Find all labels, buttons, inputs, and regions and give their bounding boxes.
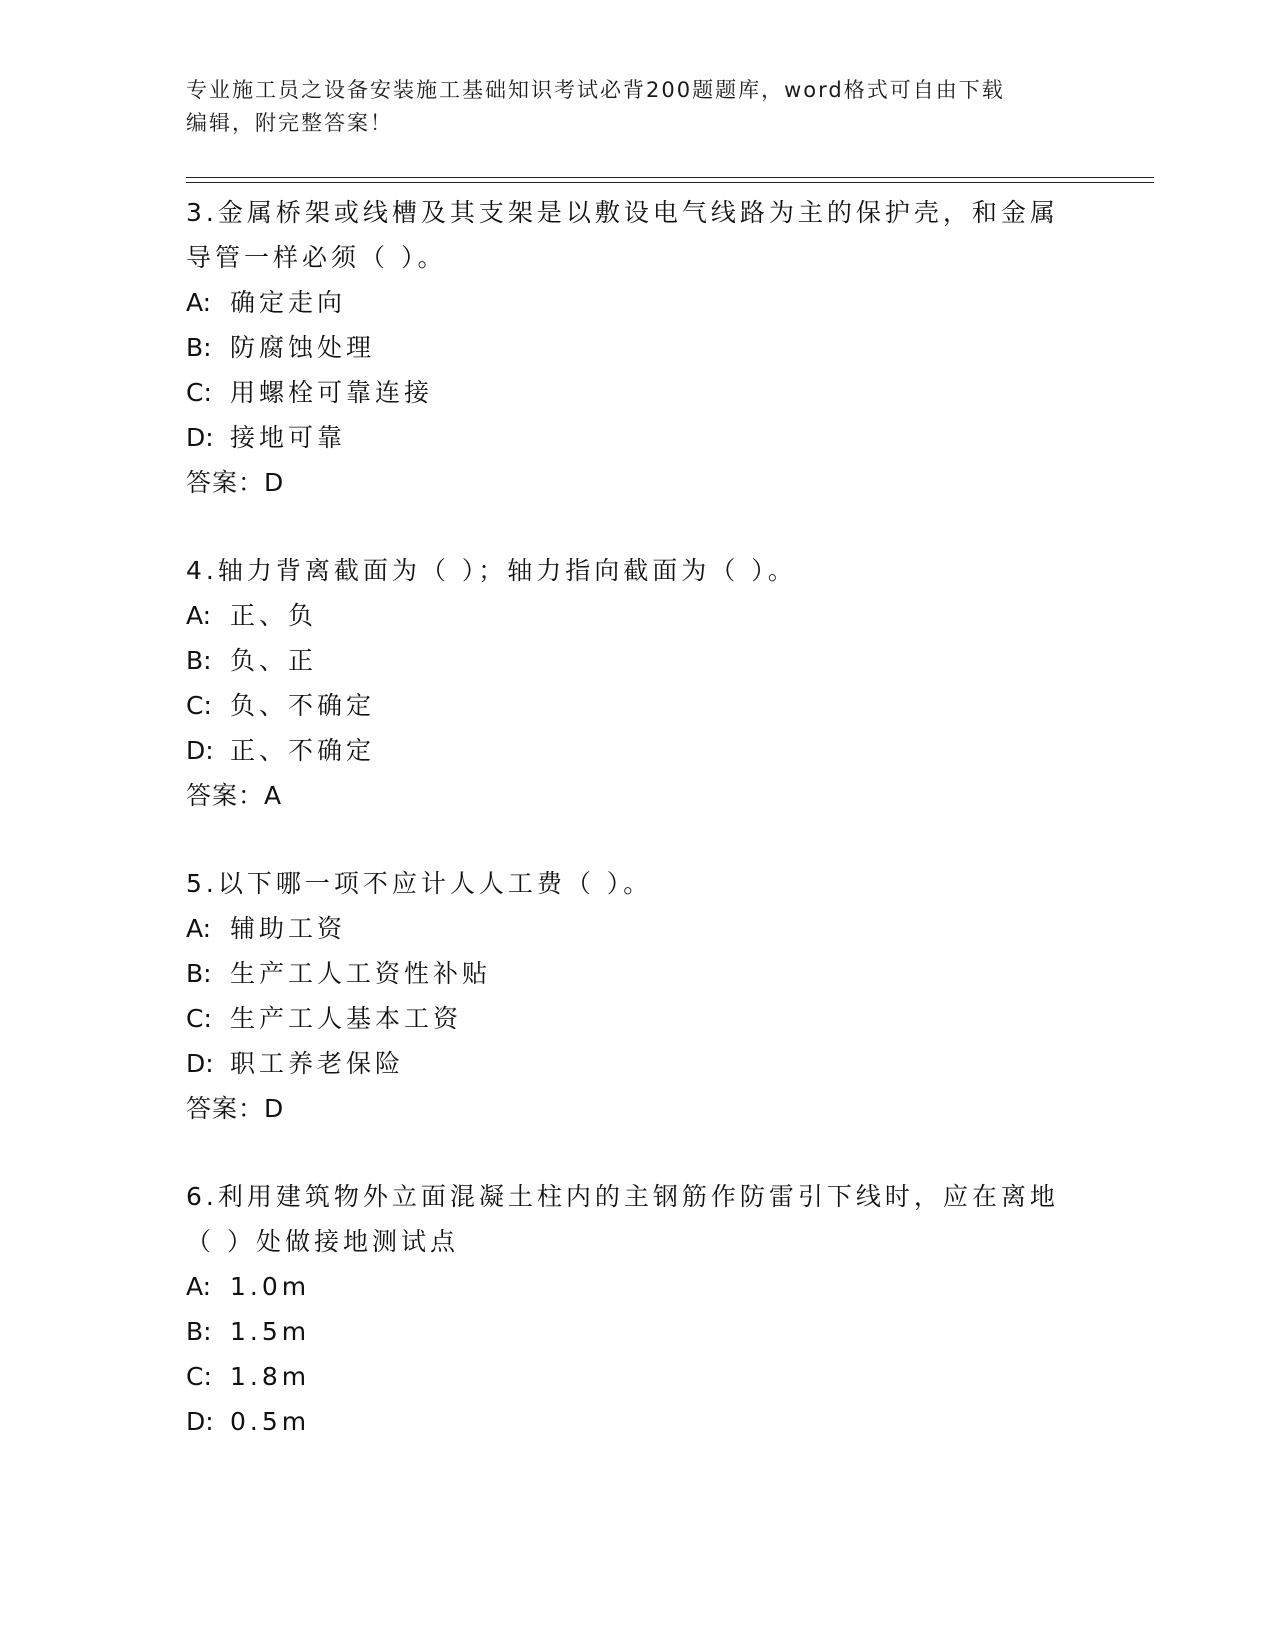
option-text: 1.8m [230,1362,311,1391]
answer-line: 答案：D [186,468,285,497]
option-key: D: [186,1407,214,1436]
option-a [186,906,1086,951]
option-key: D: [186,736,214,765]
question-item [186,548,1086,818]
option-d [186,728,1086,773]
question-stem-continued: （ ）处做接地测试点 [186,1227,459,1256]
option-text: 负、不确定 [230,691,376,720]
option-key: B: [186,646,212,675]
option-d [186,1041,1086,1086]
option-key: A: [186,914,212,943]
option-c [186,996,1086,1041]
option-a [186,1264,1086,1309]
option-text: 正、不确定 [230,736,376,765]
option-a [186,593,1086,638]
option-c [186,370,1086,415]
option-text: 正、负 [230,601,318,630]
option-text: 用螺栓可靠连接 [230,378,434,407]
question-item [186,1174,1086,1444]
option-text: 辅助工资 [230,914,347,943]
question-stem: 4.轴力背离截面为（ ）；轴力指向截面为（ ）。 [186,556,797,585]
question-stem-continued: 导管一样必须（ ）。 [186,243,447,272]
option-d [186,415,1086,460]
option-a [186,280,1086,325]
question-list [186,190,1086,1487]
question-item [186,190,1086,505]
option-text: 负、正 [230,646,318,675]
option-key: A: [186,288,212,317]
option-key: D: [186,423,214,452]
option-text: 确定走向 [230,288,347,317]
document-header [186,74,1086,140]
option-key: C: [186,691,212,720]
option-text: 职工养老保险 [230,1049,405,1078]
option-key: B: [186,333,212,362]
option-text: 生产工人工资性补贴 [230,959,492,988]
header-line-1: 专业施工员之设备安装施工基础知识考试必背200题题库，word格式可自由下载 [186,78,1005,102]
option-key: A: [186,601,212,630]
header-line-2: 编辑，附完整答案！ [186,111,393,135]
option-text: 1.0m [230,1272,311,1301]
option-key: C: [186,1362,212,1391]
option-text: 接地可靠 [230,423,347,452]
option-b [186,1309,1086,1354]
header-divider-bottom [186,182,1154,183]
option-b [186,325,1086,370]
option-text: 0.5m [230,1407,311,1436]
question-stem: 3.金属桥架或线槽及其支架是以敷设电气线路为主的保护壳，和金属 [186,198,1059,227]
option-text: 生产工人基本工资 [230,1004,463,1033]
answer-line: 答案：D [186,1094,285,1123]
option-d [186,1399,1086,1444]
option-key: C: [186,1004,212,1033]
question-stem: 5.以下哪一项不应计人人工费（ ）。 [186,869,653,898]
option-key: B: [186,959,212,988]
option-c [186,1354,1086,1399]
option-c [186,683,1086,728]
option-key: C: [186,378,212,407]
answer-line: 答案：A [186,781,283,810]
option-key: D: [186,1049,214,1078]
option-b [186,951,1086,996]
option-text: 1.5m [230,1317,311,1346]
option-text: 防腐蚀处理 [230,333,376,362]
question-stem: 6.利用建筑物外立面混凝土柱内的主钢筋作防雷引下线时，应在离地 [186,1182,1059,1211]
option-key: B: [186,1317,212,1346]
header-divider-top [186,177,1154,178]
option-b [186,638,1086,683]
option-key: A: [186,1272,212,1301]
question-item [186,861,1086,1131]
